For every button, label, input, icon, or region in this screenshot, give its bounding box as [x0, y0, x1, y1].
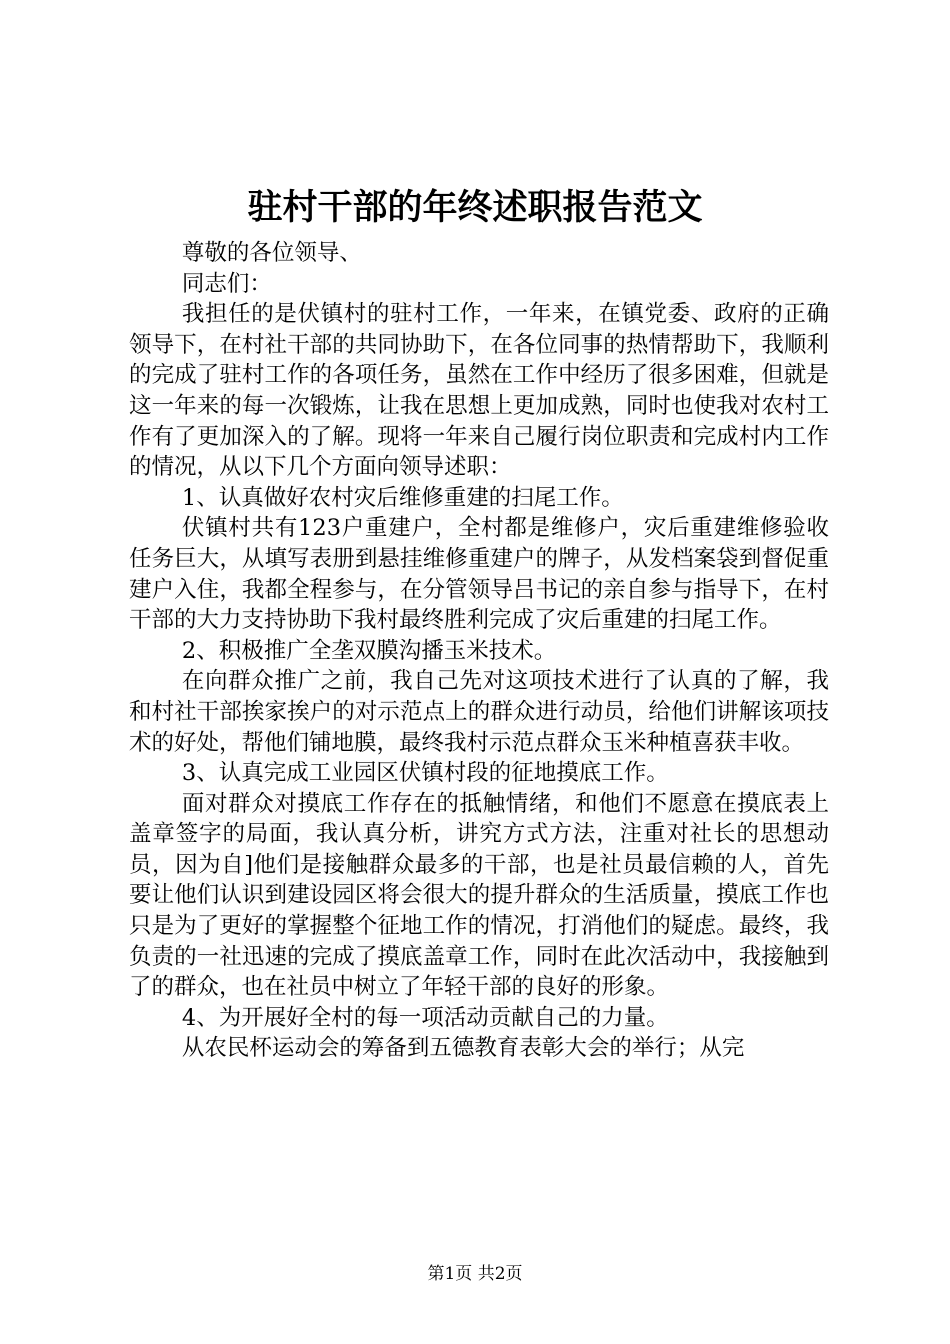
- section-heading-4: 4、为开展好全村的每一项活动贡献自己的力量。: [181, 1004, 669, 1031]
- salutation-line-2: 同志们：: [181, 270, 272, 297]
- section-heading-3: 3、认真完成工业园区伏镇村段的征地摸底工作。: [181, 760, 669, 787]
- document-body: [129, 238, 829, 1064]
- section-heading-2: 2、积极推广全垄双膜沟播玉米技术。: [181, 637, 557, 664]
- salutation-line-1: 尊敬的各位领导、: [181, 240, 362, 266]
- section-paragraph-1: 伏镇村共有123户重建户，全村都是维修户，灾后重建维修验收任务巨大，从填写表册到悬挂维修重建户的牌子，从发档案袋到督促重建户入住，我都全程参与，在分管领导吕书记的亲自参与指导下，在村干部的大力支持协助下我村最终胜利完成了灾后重建的扫尾工作。: [129, 515, 829, 634]
- intro-paragraph: 我担任的是伏镇村的驻村工作，一年来，在镇党委、政府的正确领导下，在村社干部的共同协助下，在各位同事的热情帮助下，我顺利的完成了驻村工作的各项任务，虽然在工作中经历了很多困难，但就是这一年来的每一次锻炼，让我在思想上更加成熟，同时也使我对农村工作有了更加深入的了解。现将一年来自己履行岗位职责和完成村内工作的情况，从以下几个方面向领导述职：: [129, 301, 829, 481]
- section-paragraph-4: 从农民杯运动会的筹备到五德教育表彰大会的举行；从完: [181, 1035, 745, 1062]
- section-heading-1: 1、认真做好农村灾后维修重建的扫尾工作。: [181, 484, 624, 511]
- page-number-footer: 第1页 共2页: [427, 1264, 523, 1284]
- document-title: 驻村干部的年终述职报告范文: [247, 187, 703, 228]
- section-paragraph-2: 在向群众推广之前，我自己先对这项技术进行了认真的了解，我和村社干部挨家挨户的对示范点上的群众进行动员，给他们讲解该项技术的好处，帮他们铺地膜，最终我村示范点群众玉米种植喜获丰收。: [129, 668, 829, 756]
- section-paragraph-3: 面对群众对摸底工作存在的抵触情绪，和他们不愿意在摸底表上盖章签字的局面，我认真分析，讲究方式方法，注重对社长的思想动员，因为自]他们是接触群众最多的干部，也是社员最信赖的人，首先要让他们认识到建设园区将会很大的提升群众的生活质量，摸底工作也只是为了更好的掌握整个征地工作的情况，打消他们的疑虑。最终，我负责的一社迅速的完成了摸底盖章工作，同时在此次活动中，我接触到了的群众，也在社员中树立了年轻干部的良好的形象。: [129, 790, 829, 1001]
